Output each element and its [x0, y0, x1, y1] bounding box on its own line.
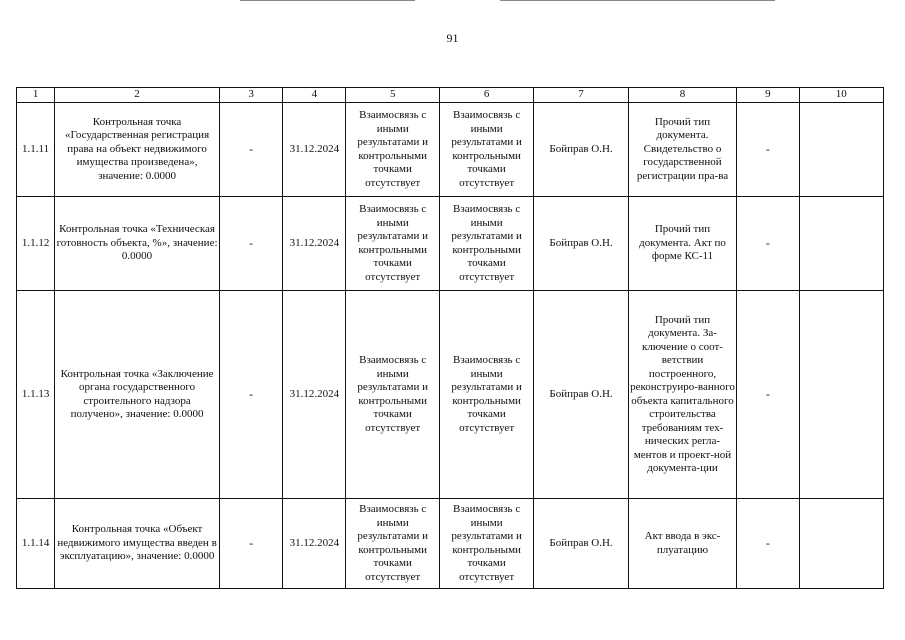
document-type: Прочий тип документа. Акт по форме КС-11: [628, 197, 737, 291]
table-row: [17, 197, 884, 291]
column-header: 10: [799, 88, 883, 103]
row-number: 1.1.14: [17, 499, 55, 589]
column-3-value: -: [219, 291, 282, 499]
table-row: [17, 499, 884, 589]
column-9-value: -: [737, 499, 799, 589]
document-type: Акт ввода в экс-плуатацию: [628, 499, 737, 589]
control-point-description: Контрольная точка «Государственная регистрация права на объект недвижимого имущества произведена», значение: 0.0000: [55, 103, 220, 197]
column-10-value: [799, 291, 883, 499]
column-header: 4: [283, 88, 346, 103]
due-date: 31.12.2024: [283, 197, 346, 291]
column-10-value: [799, 499, 883, 589]
column-9-value: -: [737, 197, 799, 291]
row-number: 1.1.11: [17, 103, 55, 197]
column-header: 3: [219, 88, 282, 103]
column-3-value: -: [219, 103, 282, 197]
column-header: 7: [534, 88, 628, 103]
responsible-person: Бойправ О.Н.: [534, 291, 628, 499]
column-9-value: -: [737, 103, 799, 197]
due-date: 31.12.2024: [283, 499, 346, 589]
header-row: [17, 88, 884, 103]
column-header: 1: [17, 88, 55, 103]
top-edge-rule: [240, 0, 415, 1]
document-type: Прочий тип документа. Свидетельство о государственной регистрации пра-ва: [628, 103, 737, 197]
column-header: 6: [439, 88, 533, 103]
responsible-person: Бойправ О.Н.: [534, 499, 628, 589]
responsible-person: Бойправ О.Н.: [534, 197, 628, 291]
relation-result: Взаимосвязь с иными результатами и контрольными точками отсутствует: [346, 499, 439, 589]
column-header: 9: [737, 88, 799, 103]
relation-control: Взаимосвязь с иными результатами и контрольными точками отсутствует: [439, 103, 533, 197]
responsible-person: Бойправ О.Н.: [534, 103, 628, 197]
column-header: 2: [55, 88, 220, 103]
column-9-value: -: [737, 291, 799, 499]
column-3-value: -: [219, 197, 282, 291]
due-date: 31.12.2024: [283, 291, 346, 499]
column-10-value: [799, 103, 883, 197]
page-number: 91: [446, 31, 459, 45]
row-number: 1.1.12: [17, 197, 55, 291]
control-point-description: Контрольная точка «Заключение органа государственного строительного надзора получено», значение: 0.0000: [55, 291, 220, 499]
column-10-value: [799, 197, 883, 291]
column-header: 8: [628, 88, 737, 103]
relation-control: Взаимосвязь с иными результатами и контрольными точками отсутствует: [439, 499, 533, 589]
row-number: 1.1.13: [17, 291, 55, 499]
table-row: [17, 103, 884, 197]
relation-result: Взаимосвязь с иными результатами и контрольными точками отсутствует: [346, 291, 439, 499]
table-row: [17, 291, 884, 499]
relation-result: Взаимосвязь с иными результатами и контрольными точками отсутствует: [346, 103, 439, 197]
column-header: 5: [346, 88, 439, 103]
control-point-description: Контрольная точка «Объект недвижимого имущества введен в эксплуатацию», значение: 0.0000: [55, 499, 220, 589]
control-points-table: [16, 87, 884, 589]
document-type: Прочий тип документа. За-ключение о соот-ветствии построенного, реконструиро-ванного объекта капитального строительства требованиям тех-нических регла-ментов и проект-ной документа-ции: [628, 291, 737, 499]
control-point-description: Контрольная точка «Техническая готовность объекта, %», значение: 0.0000: [55, 197, 220, 291]
top-edge-rule: [500, 0, 775, 1]
relation-result: Взаимосвязь с иными результатами и контрольными точками отсутствует: [346, 197, 439, 291]
relation-control: Взаимосвязь с иными результатами и контрольными точками отсутствует: [439, 197, 533, 291]
relation-control: Взаимосвязь с иными результатами и контрольными точками отсутствует: [439, 291, 533, 499]
column-3-value: -: [219, 499, 282, 589]
due-date: 31.12.2024: [283, 103, 346, 197]
